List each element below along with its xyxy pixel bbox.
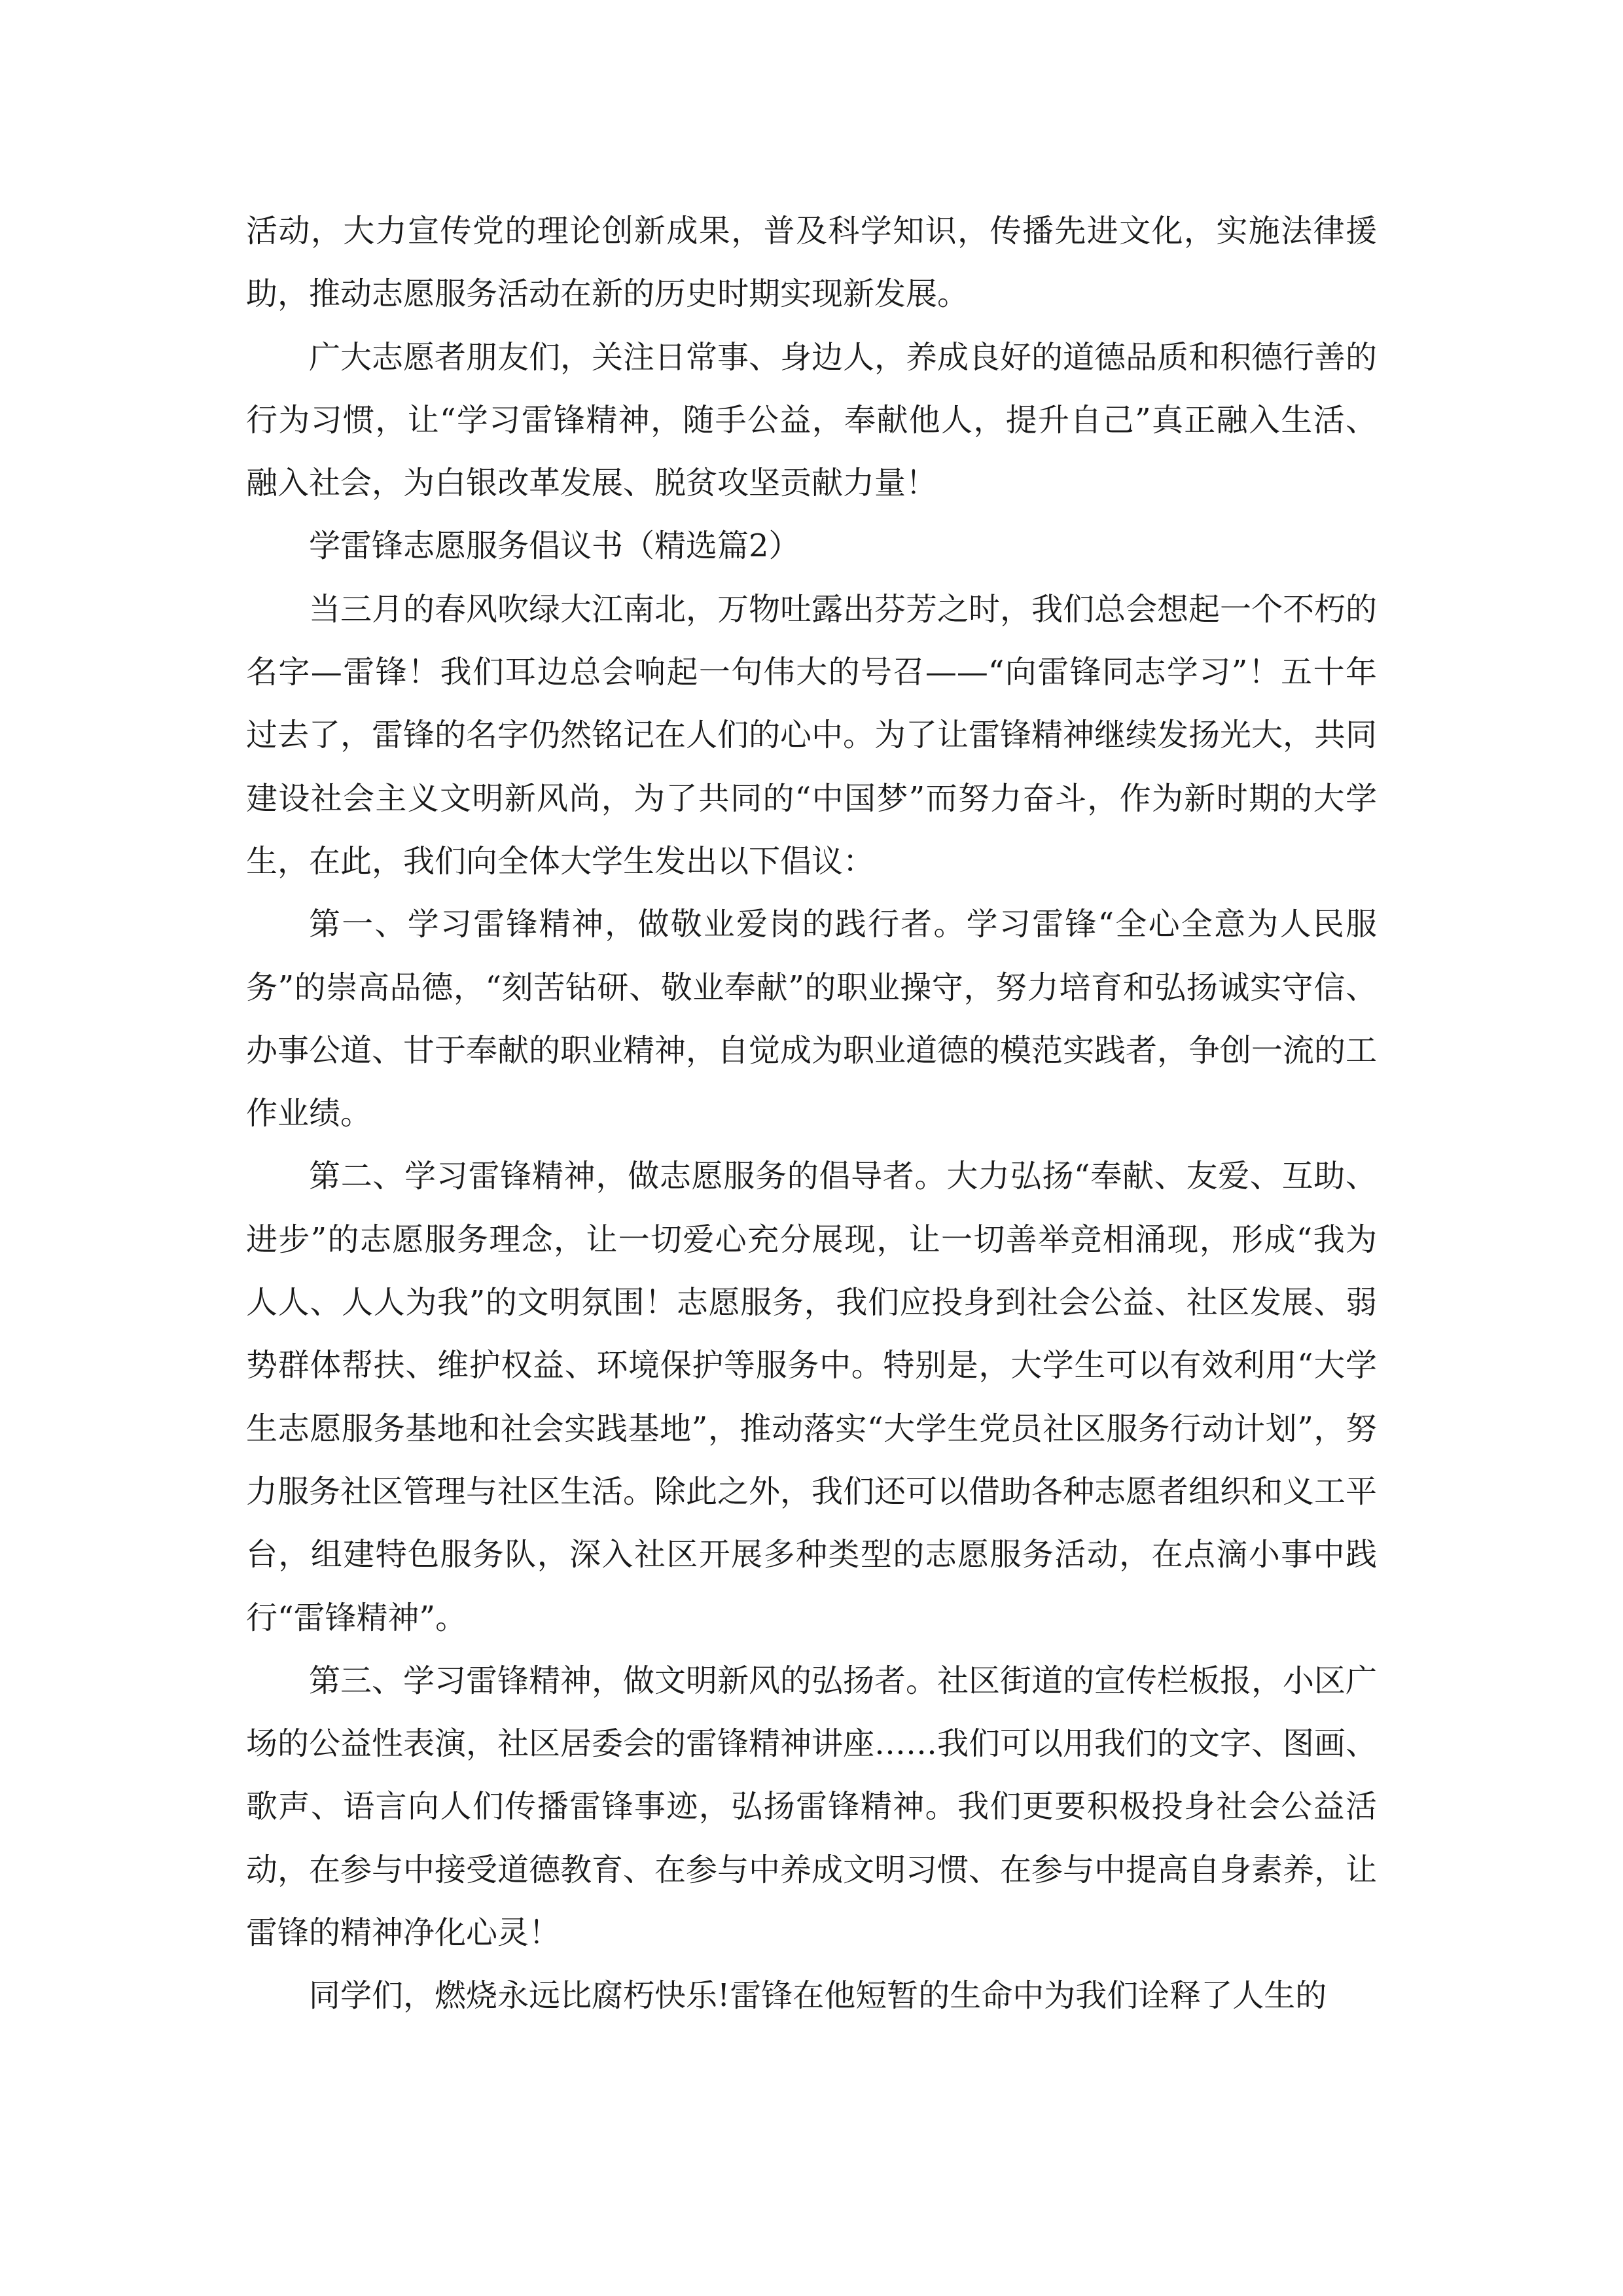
- paragraph-6: 第三、学习雷锋精神，做文明新风的弘扬者。社区街道的宣传栏板报，小区广场的公益性表演，社区居委会的雷锋精神讲座……我们可以用我们的文字、图画、歌声、语言向人们传播雷锋事迹，弘扬雷锋精神。我们更要积极投身社会公益活动，在参与中接受道德教育、在参与中养成文明习惯、在参与中提高自身素养，让雷锋的精神净化心灵！: [246, 1662, 1378, 1952]
- document-body: [246, 200, 1377, 2028]
- section-heading: 学雷锋志愿服务倡议书（精选篇2）: [309, 528, 800, 565]
- paragraph-5: 第二、学习雷锋精神，做志愿服务的倡导者。大力弘扬“奉献、友爱、互助、进步”的志愿服务理念，让一切爱心充分展现，让一切善举竞相涌现，形成“我为人人、人人为我”的文明氛围！志愿服务，我们应投身到社会公益、社区发展、弱势群体帮扶、维护权益、环境保护等服务中。特别是，大学生可以有效利用“大学生志愿服务基地和社会实践基地”，推动落实“大学生党员社区服务行动计划”，努力服务社区管理与社区生活。除此之外，我们还可以借助各种志愿者组织和义工平台，组建特色服务队，深入社区开展多种类型的志愿服务活动，在点滴小事中践行“雷锋精神”。: [246, 1158, 1378, 1636]
- paragraph-7: 同学们，燃烧永远比腐朽快乐!雷锋在他短暂的生命中为我们诠释了人生的: [309, 1977, 1327, 2015]
- paragraph-3: 当三月的春风吹绿大江南北，万物吐露出芬芳之时，我们总会想起一个不朽的名字—雷锋！我们耳边总会响起一句伟大的号召——“向雷锋同志学习”！五十年过去了，雷锋的名字仍然铭记在人们的心中。为了让雷锋精神继续发扬光大，共同建设社会主义文明新风尚，为了共同的“中国梦”而努力奋斗，作为新时期的大学生，在此，我们向全体大学生发出以下倡议：: [246, 590, 1378, 880]
- paragraph-1: 活动，大力宣传党的理论创新成果，普及科学知识，传播先进文化，实施法律援助，推动志愿服务活动在新的历史时期实现新发展。: [246, 213, 1377, 313]
- paragraph-2: 广大志愿者朋友们，关注日常事、身边人，养成良好的道德品质和积德行善的行为习惯，让“学习雷锋精神，随手公益，奉献他人，提升自己”真正融入生活、融入社会，为白银改革发展、脱贫攻坚贡献力量！: [246, 338, 1378, 502]
- paragraph-4: 第一、学习雷锋精神，做敬业爱岗的践行者。学习雷锋“全心全意为人民服务”的崇高品德，“刻苦钻研、敬业奉献”的职业操守，努力培育和弘扬诚实守信、办事公道、甘于奉献的职业精神，自觉成为职业道德的模范实践者，争创一流的工作业绩。: [246, 906, 1378, 1132]
